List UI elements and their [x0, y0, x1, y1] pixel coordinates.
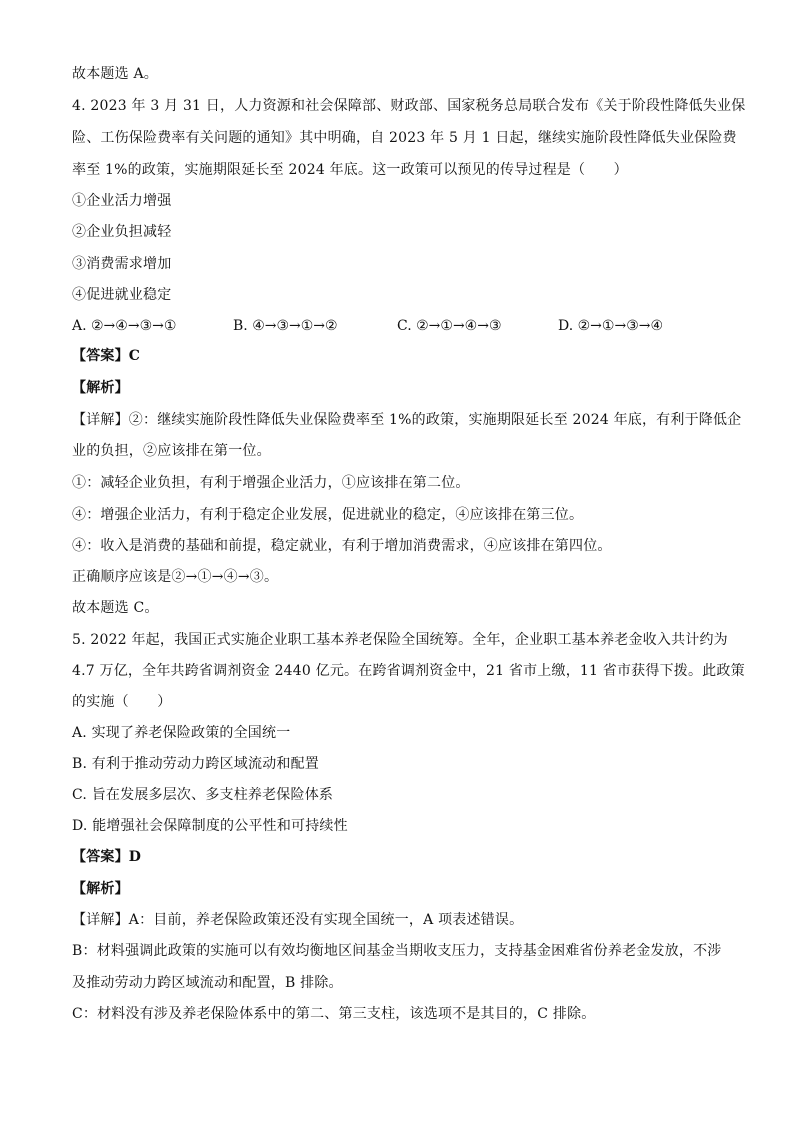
q4-detail-line-5: ④：收入是消费的基础和前提，稳定就业，有利于增加消费需求，④应该排在第四位。 — [72, 538, 612, 554]
q4-item-1: ①企业活力增强 — [72, 193, 172, 209]
q4-detail-line-1: 【详解】②：继续实施阶段性降低失业保险费率至 1%的政策，实施期限延长至 2024 年底，有利于降低企 — [72, 412, 742, 428]
q4-detail-line-3: ①：减轻企业负担，有利于增强企业活力，①应该排在第二位。 — [72, 475, 470, 491]
q5-stem-line-1: 5. 2022 年起，我国正式实施企业职工基本养老保险全国统筹。全年，企业职工基本养老金收入共计约为 — [72, 632, 728, 648]
q5-detail-line-2: B：材料强调此政策的实施可以有效均衡地区间基金当期收支压力，支持基金困难省份养老金发放，不涉 — [72, 943, 722, 959]
q5-analysis-heading: 【解析】 — [72, 881, 129, 897]
q4-option-a: A. ②→④→③→① — [72, 318, 177, 334]
q4-option-d: D. ②→①→③→④ — [558, 318, 664, 334]
q4-stem-line-3: 率至 1%的政策，实施期限延长至 2024 年底。这一政策可以预见的传导过程是（ ） — [72, 162, 628, 178]
q5-stem-line-3: 的实施（ ） — [72, 694, 172, 710]
q5-option-c: C. 旨在发展多层次、多支柱养老保险体系 — [72, 787, 334, 803]
q4-detail-line-2: 业的负担，②应该排在第一位。 — [72, 443, 271, 459]
q4-option-c: C. ②→①→④→③ — [397, 318, 502, 334]
q4-detail-line-4: ④：增强企业活力，有利于稳定企业发展，促进就业的稳定，④应该排在第三位。 — [72, 507, 584, 523]
q5-detail-line-4: C：材料没有涉及养老保险体系中的第二、第三支柱，该选项不是其目的，C 排除。 — [72, 1006, 596, 1022]
q3-conclusion: 故本题选 A。 — [72, 66, 158, 82]
q5-option-a: A. 实现了养老保险政策的全国统一 — [72, 725, 291, 741]
q5-option-d: D. 能增强社会保障制度的公平性和可持续性 — [72, 818, 348, 834]
q5-option-b: B. 有利于推动劳动力跨区域流动和配置 — [72, 756, 319, 772]
q5-stem-line-2: 4.7 万亿，全年共跨省调剂资金 2440 亿元。在跨省调剂资金中，21 省市上缴，11 省市获得下拨。此政策 — [72, 663, 745, 679]
q4-conclusion: 故本题选 C。 — [72, 600, 159, 616]
q4-order: 正确顺序应该是②→①→④→③。 — [72, 569, 279, 585]
q4-item-3: ③消费需求增加 — [72, 256, 172, 272]
q4-option-b: B. ④→③→①→② — [233, 318, 338, 334]
q4-analysis-heading: 【解析】 — [72, 380, 129, 396]
q5-detail-line-3: 及推动劳动力跨区域流动和配置，B 排除。 — [72, 975, 343, 991]
q4-stem-line-2: 险、工伤保险费率有关问题的通知》其中明确，自 2023 年 5 月 1 日起，继续实施阶段性降低失业保险费 — [72, 130, 737, 146]
q4-item-2: ②企业负担减轻 — [72, 224, 172, 240]
q4-item-4: ④促进就业稳定 — [72, 287, 172, 303]
q5-answer: 【答案】D — [72, 849, 142, 865]
q4-answer: 【答案】C — [72, 348, 141, 364]
q5-detail-line-1: 【详解】A：目前，养老保险政策还没有实现全国统一，A 项表述错误。 — [72, 912, 524, 928]
q4-stem-line-1: 4. 2023 年 3 月 31 日，人力资源和社会保障部、财政部、国家税务总局联合发布《关于阶段性降低失业保 — [72, 98, 746, 114]
